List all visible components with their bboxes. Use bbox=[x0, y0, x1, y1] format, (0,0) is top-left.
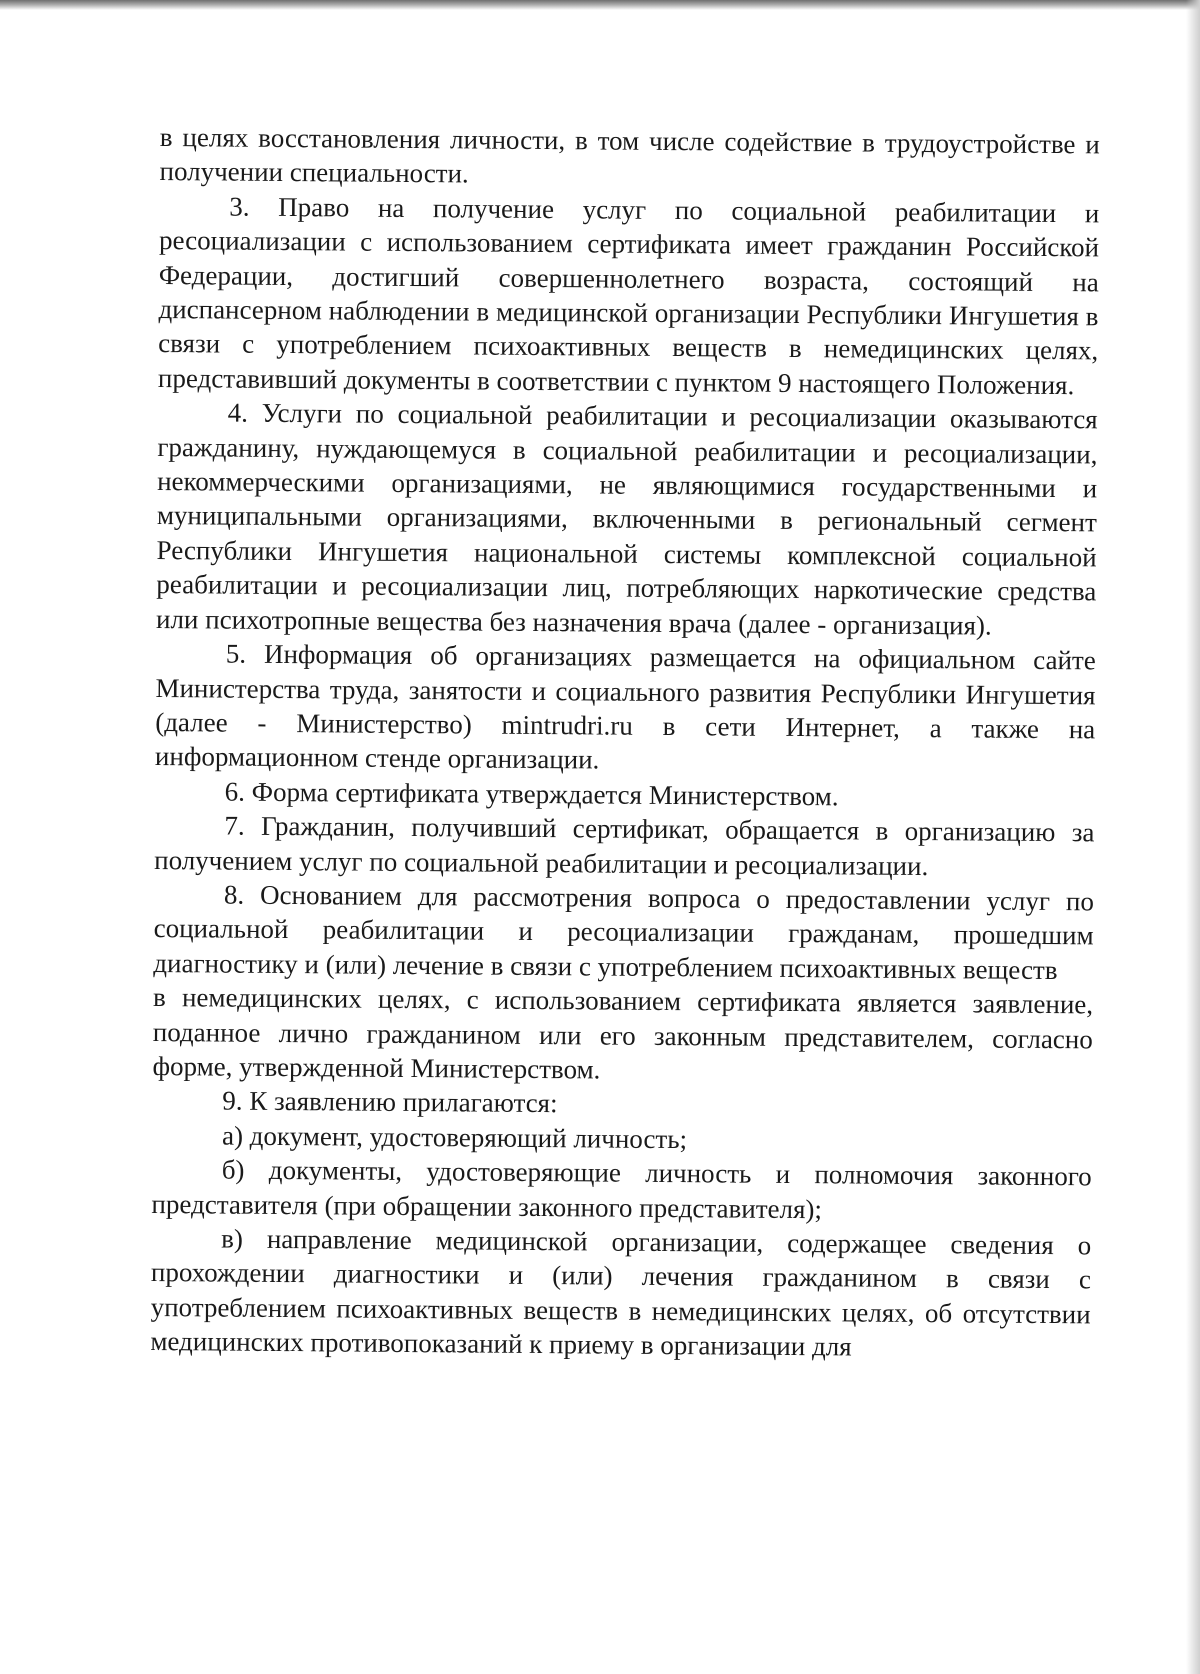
paragraph-item-6: 6. Форма сертификата утверждается Министерством. bbox=[224, 776, 839, 812]
document-page bbox=[150, 120, 1100, 1366]
paragraph-continuation: в целях восстановления личности, в том числе содействие в трудоустройстве и получении специальности. bbox=[159, 121, 1100, 189]
paragraph-item-8: 8. Основанием для рассмотрения вопроса о предоставлении услуг по социальной реабилитации и ресоциализации гражданам, прошедшим диагностику и (или) лечение в связи с употреблением психоактивных веществ bbox=[153, 879, 1095, 985]
paragraph-item-8-continued: в немедицинских целях, с использованием сертификата является заявление, поданное лично гражданином или его законным представителем, согласно форме, утвержденной Министерством. bbox=[152, 982, 1094, 1085]
list-item-b: б) документы, удостоверяющие личность и полномочия законного представителя (при обращении законного представителя); bbox=[151, 1154, 1092, 1224]
paragraph-item-7: 7. Гражданин, получивший сертификат, обращается в организацию за получением услуг по социальной реабилитации и ресоциализации. bbox=[154, 810, 1095, 881]
paragraph-item-9: 9. К заявлению прилагаются: bbox=[222, 1085, 558, 1119]
scan-right-edge bbox=[1186, 0, 1200, 1674]
paragraph-item-4: 4. Услуги по социальной реабилитации и ресоциализации оказываются гражданину, нуждающемуся в социальной реабилитации и ресоциализации, некоммерческими организациями, не являющимися государственными и муниципальными организациями, включенными в региональный сегмент Республики Ингушетия национальной системы комплексной социальной реабилитации и ресоциализации лиц, потребляющих наркотические средства или психотропные вещества без назначения врача (далее - организация). bbox=[155, 397, 1098, 641]
list-item-v: в) направление медицинской организации, содержащее сведения о прохождении диагностики и (или) лечения гражданином в связи с употреблением психоактивных веществ в немедицинских целях, об отсутствии медицинских противопоказаний к приему в организации для bbox=[150, 1223, 1092, 1362]
paragraph-item-3: 3. Право на получение услуг по социальной реабилитации и ресоциализации с использованием сертификата имеет гражданин Российской Федерации, достигший совершеннолетнего возраста, состоящий на диспансерном наблюдении в медицинской организации Республики Ингушетия в связи с употреблением психоактивных веществ в немедицинских целях, представивший документы в соответствии с пунктом 9 настоящего Положения. bbox=[157, 191, 1100, 401]
list-item-a: а) документ, удостоверяющий личность; bbox=[221, 1120, 688, 1154]
scan-top-edge bbox=[0, 0, 1200, 10]
paragraph-item-5: 5. Информация об организациях размещается на официальном сайте Министерства труда, занятости и социального развития Республики Ингушетия (далее - Министерство) mintrudri.ru в сети Интернет, а также на информационном стенде организации. bbox=[154, 638, 1096, 775]
